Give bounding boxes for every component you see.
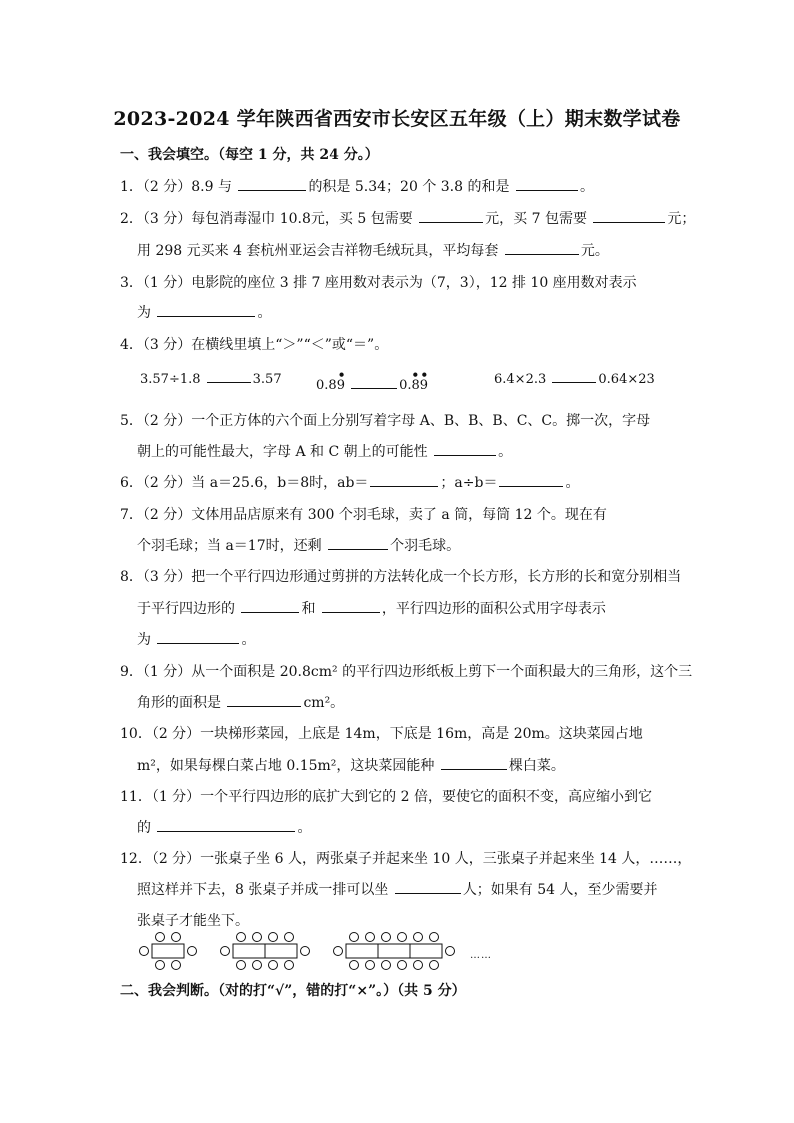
question-8 <box>120 566 681 586</box>
q5-text-a: 5．（2 分）一个正方体的六个面上分别写着字母 A、B、B、B、C、C。掷一次，字母 <box>120 413 651 429</box>
q3-text-b: 为 <box>137 305 151 321</box>
answer-blank[interactable] <box>499 472 563 487</box>
compare-right: 0.64×23 <box>598 372 655 387</box>
question-12-line2 <box>137 879 658 899</box>
q3-text-a: 3．（1 分）电影院的座位 3 排 7 座用数对表示为（7，3），12 排 10 座用数对表示 <box>120 275 637 291</box>
compare-item-2: 0.8 • 9 0. • • 89 <box>316 368 429 393</box>
answer-blank[interactable] <box>516 176 578 191</box>
repeating-digit: 9 <box>336 378 345 393</box>
q10-text-c: 棵白菜。 <box>508 758 565 774</box>
question-2-line2 <box>137 240 609 260</box>
q8-text-f: 。 <box>241 632 256 648</box>
answer-blank[interactable] <box>227 692 301 707</box>
answer-blank[interactable] <box>593 208 665 223</box>
question-9-line2 <box>137 692 344 712</box>
q7-text-b: 个羽毛球；当 a＝17时，还剩 <box>137 538 322 554</box>
answer-blank[interactable] <box>241 598 299 613</box>
question-9 <box>120 661 692 681</box>
q12-text-b: 照这样并下去，8 张桌子并成一排可以坐 <box>137 882 389 898</box>
q4-text-a: 4．（3 分）在横线里填上“＞”“＜”或“＝”。 <box>120 337 389 353</box>
three-tables-figure <box>334 933 455 970</box>
question-10-line2 <box>137 755 565 775</box>
q1-text-b: 的积是 5.34；20 个 3.8 的和是 <box>308 179 510 195</box>
answer-blank[interactable] <box>207 368 251 383</box>
answer-blank[interactable] <box>395 879 461 894</box>
question-6 <box>120 472 579 492</box>
q1-text-c: 。 <box>579 179 594 195</box>
q6-text-b: ；a÷b＝ <box>440 475 498 491</box>
question-7-line2 <box>137 535 460 555</box>
question-8-line3 <box>137 629 255 649</box>
tables-seating-diagram <box>134 930 464 972</box>
q5-text-c: 。 <box>498 444 513 460</box>
answer-blank[interactable] <box>157 817 295 832</box>
answer-blank[interactable] <box>328 535 388 550</box>
answer-blank[interactable] <box>434 441 496 456</box>
q3-text-c: 。 <box>257 305 272 321</box>
compare-left: 6.4×2.3 <box>494 372 547 387</box>
q8-text-d: ，平行四边形的面积公式用字母表示 <box>381 601 606 617</box>
q9-text-c: cm²。 <box>303 695 345 711</box>
q1-text-a: 1．（2 分）8.9 与 <box>120 179 232 195</box>
question-1 <box>120 176 594 196</box>
question-10 <box>120 723 643 743</box>
q6-text-c: 。 <box>565 475 580 491</box>
one-table-figure <box>140 933 197 970</box>
answer-blank[interactable] <box>505 240 579 255</box>
answer-blank[interactable] <box>322 598 380 613</box>
q2-text-c: 元； <box>667 211 696 227</box>
two-tables-figure <box>221 933 310 970</box>
q9-text-b: 角形的面积是 <box>137 695 221 711</box>
q8-text-e: 为 <box>137 632 151 648</box>
q10-text-b: m²，如果每棵白菜占地 0.15m²，这块菜园能种 <box>137 758 435 774</box>
section-heading-judge: 二、我会判断。（对的打“√”，错的打“×”。）（共 5 分） <box>120 983 466 999</box>
q8-text-b: 于平行四边形的 <box>137 601 235 617</box>
q11-text-c: 。 <box>297 820 312 836</box>
answer-blank[interactable] <box>157 629 239 644</box>
q2-text-e: 元。 <box>580 243 609 259</box>
compare-item-1 <box>140 368 282 387</box>
question-11 <box>120 786 652 806</box>
compare-item-3 <box>494 368 655 387</box>
answer-blank[interactable] <box>157 302 255 317</box>
question-4 <box>120 334 388 354</box>
question-3 <box>120 272 637 292</box>
question-5-line2 <box>137 441 512 461</box>
repeating-digits: 89 <box>411 378 429 393</box>
answer-blank[interactable] <box>552 368 596 383</box>
answer-blank[interactable] <box>351 374 397 389</box>
compare-left: 0.8 <box>316 378 337 393</box>
q7-text-a: 7．（2 分）文体用品店原来有 300 个羽毛球，卖了 a 筒，每筒 12 个。现在有 <box>120 507 607 523</box>
q12-text-c: 人；如果有 54 人，至少需要并 <box>462 882 658 898</box>
q2-text-b: 元，买 7 包需要 <box>485 211 587 227</box>
q11-text-b: 的 <box>137 820 151 836</box>
answer-blank[interactable] <box>370 472 438 487</box>
q5-text-b: 朝上的可能性最大，字母 A 和 C 朝上的可能性 <box>137 444 428 460</box>
q12-text-d: 张桌子才能坐下。 <box>137 913 249 929</box>
answer-blank[interactable] <box>419 208 483 223</box>
answer-blank[interactable] <box>238 176 306 191</box>
q9-text-a: 9．（1 分）从一个面积是 20.8cm² 的平行四边形纸板上剪下一个面积最大的三角形，这个三 <box>120 664 693 680</box>
answer-blank[interactable] <box>441 755 507 770</box>
compare-left: 3.57÷1.8 <box>140 372 201 387</box>
q10-text-a: 10．（2 分）一块梯形菜园，上底是 14m，下底是 16m，高是 20m。这块菜园占地 <box>120 726 643 742</box>
question-5 <box>120 410 650 430</box>
page-title: 2023-2024 学年陕西省西安市长安区五年级（上）期末数学试卷 <box>113 108 681 130</box>
question-12 <box>120 848 691 868</box>
question-3-line2 <box>137 302 271 322</box>
q2-text-d: 用 298 元买来 4 套杭州亚运会吉祥物毛绒玩具，平均每套 <box>137 243 499 259</box>
compare-right: 3.57 <box>252 372 282 387</box>
q2-text-a: 2．（3 分）每包消毒湿巾 10.8元，买 5 包需要 <box>120 211 413 227</box>
question-12-line3 <box>137 910 249 930</box>
q7-text-c: 个羽毛球。 <box>390 538 461 554</box>
q11-text-a: 11．（1 分）一个平行四边形的底扩大到它的 2 倍，要使它的面积不变，高应缩小到它 <box>120 789 652 805</box>
q12-text-a: 12．（2 分）一张桌子坐 6 人，两张桌子并起来坐 10 人，三张桌子并起来坐 14 人，……， <box>120 851 692 867</box>
continuation-dots: …… <box>470 950 492 961</box>
section-heading-fill: 一、我会填空。（每空 1 分，共 24 分。） <box>120 147 379 163</box>
question-2 <box>120 208 695 228</box>
compare-right: 0. <box>399 378 412 393</box>
q8-text-a: 8．（3 分）把一个平行四边形通过剪拼的方法转化成一个长方形，长方形的长和宽分别相当 <box>120 569 682 585</box>
q6-text-a: 6．（2 分）当 a＝25.6，b＝8时，ab＝ <box>120 475 369 491</box>
question-8-line2 <box>137 598 606 618</box>
q8-text-c: 和 <box>301 601 316 617</box>
question-7 <box>120 504 607 524</box>
question-11-line2 <box>137 817 311 837</box>
